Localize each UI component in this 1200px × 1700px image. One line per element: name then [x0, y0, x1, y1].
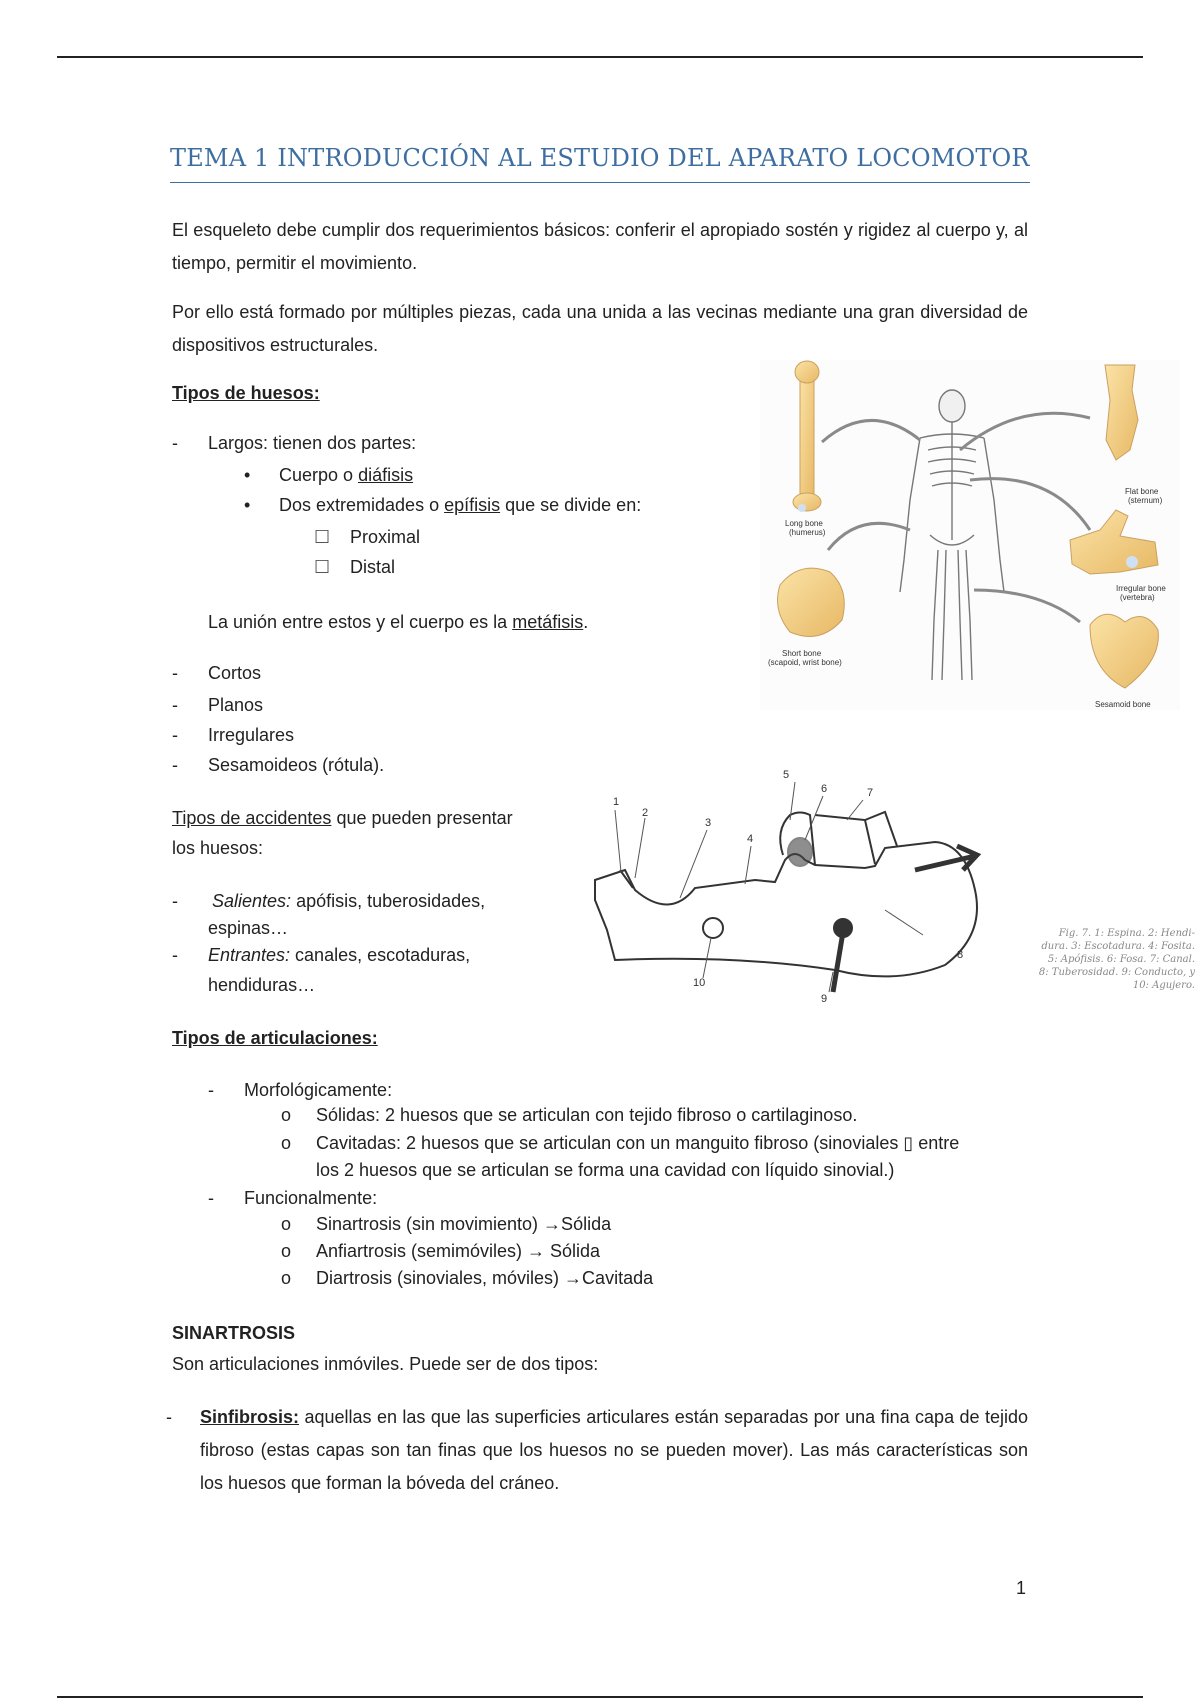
- item-sesamoideos: Sesamoideos (rótula).: [208, 755, 385, 775]
- arrow-icon: [915, 846, 977, 870]
- item-entrantes: Entrantes: canales, escotaduras,: [208, 945, 471, 965]
- bone-types-figure: [760, 360, 1180, 710]
- bullet-icon: •: [244, 465, 251, 485]
- heading-sinartrosis: SINARTROSIS: [172, 1323, 296, 1343]
- bone-drawing: [595, 812, 977, 992]
- label-sesamoid-bone: Sesamoid bone: [1095, 700, 1151, 709]
- item-cavitadas-line2: los 2 huesos que se articulan se forma una cavidad con líquido sinovial.): [316, 1160, 895, 1180]
- item-largos: Largos: tienen dos partes:: [208, 433, 417, 453]
- heading-accidentes: Tipos de accidentes que pueden presentar: [172, 808, 513, 828]
- item-anfiartrosis: Anfiartrosis (semimóviles) → Sólida: [316, 1241, 601, 1261]
- page-title: TEMA 1 INTRODUCCIÓN AL ESTUDIO DEL APARATO LOCOMOTOR: [170, 144, 1030, 183]
- label-irregular-bone-sub: (vertebra): [1120, 593, 1155, 602]
- checkbox-icon: ☐: [314, 557, 331, 577]
- list-dash: -: [172, 433, 178, 453]
- list-dash: -: [208, 1188, 214, 1208]
- accident-number: 7: [867, 787, 874, 799]
- item-irregulares: Irregulares: [208, 725, 295, 745]
- list-dash: -: [172, 725, 178, 745]
- figure-caption: Fig. 7. 1: Espina. 2: Hendi- dura. 3: Escotadura. 4: Fosita. 5: Apófisis. 6: Fosa. 7: Canal. 8: Tuberosidad. 9: Conducto, y 10: Agujero.: [1038, 928, 1195, 991]
- label-short-bone-sub: (scapoid, wrist bone): [768, 658, 842, 667]
- item-cavitadas: Cavitadas: 2 huesos que se articulan con un manguito fibroso (sinoviales ▯ entre: [316, 1133, 960, 1153]
- label-flat-bone-sub: (sternum): [1128, 496, 1163, 505]
- list-dash: -: [172, 945, 178, 965]
- item-sinartrosis: Sinartrosis (sin movimiento) →Sólida: [316, 1214, 612, 1234]
- sinartrosis-description: Son articulaciones inmóviles. Puede ser de dos tipos:: [172, 1354, 599, 1374]
- accident-number: 6: [821, 783, 828, 795]
- union-metafisis: La unión entre estos y el cuerpo es la metáfisis.: [208, 612, 589, 632]
- label-long-bone-sub: (humerus): [789, 528, 826, 537]
- page-number: 1: [1016, 1578, 1027, 1598]
- circle-bullet-icon: o: [281, 1268, 292, 1288]
- accident-number: 5: [783, 769, 790, 781]
- item-salientes-line2: espinas…: [208, 918, 289, 938]
- circle-bullet-icon: o: [281, 1241, 292, 1261]
- bone-accidents-figure: [585, 760, 1005, 1005]
- circle-bullet-icon: o: [281, 1214, 292, 1234]
- item-proximal: Proximal: [350, 527, 421, 547]
- top-rule: [57, 56, 1143, 58]
- list-dash: -: [166, 1407, 172, 1427]
- item-sinfibrosis: Sinfibrosis: aquellas en las que las superficies articulares están separadas por una fina capa de tejido fibroso (estas capas son tan finas que los huesos no se pueden mover). Las más características son los huesos que forman la bóveda del cráneo.: [200, 1407, 1028, 1493]
- accident-number: 4: [747, 833, 754, 845]
- item-solidas: Sólidas: 2 huesos que se articulan con tejido fibroso o cartilaginoso.: [316, 1105, 858, 1125]
- leader-lines: [615, 782, 923, 992]
- item-cuerpo: Cuerpo o diáfisis: [279, 465, 414, 485]
- accident-number: 1: [613, 796, 620, 808]
- label-flat-bone: Flat bone: [1125, 487, 1159, 496]
- list-dash: -: [208, 1080, 214, 1100]
- item-distal: Distal: [350, 557, 396, 577]
- accident-number: 8: [957, 949, 964, 961]
- item-funcionalmente: Funcionalmente:: [244, 1188, 378, 1208]
- intro-paragraph-2: Por ello está formado por múltiples piezas, cada una unida a las vecinas mediante una gran diversidad de dispositivos estructurales.: [172, 302, 1028, 355]
- heading-tipos-articulaciones: Tipos de articulaciones:: [172, 1028, 378, 1048]
- checkbox-icon: ☐: [314, 527, 331, 547]
- item-extremidades: Dos extremidades o epífisis que se divide en:: [279, 495, 642, 515]
- list-dash: -: [172, 695, 178, 715]
- circle-bullet-icon: o: [281, 1133, 292, 1153]
- accident-number: 10: [693, 977, 706, 989]
- intro-paragraph-1: El esqueleto debe cumplir dos requerimientos básicos: conferir el apropiado sostén y rigidez al cuerpo y, al tiempo, permitir el movimiento.: [172, 220, 1028, 273]
- item-diartrosis: Diartrosis (sinoviales, móviles) →Cavitada: [316, 1268, 654, 1288]
- label-long-bone: Long bone: [785, 519, 823, 528]
- item-salientes: Salientes: apófisis, tuberosidades,: [212, 891, 486, 911]
- accident-number: 9: [821, 993, 828, 1005]
- list-dash: -: [172, 891, 178, 911]
- short-bone-image: [778, 568, 845, 636]
- item-cortos: Cortos: [208, 663, 262, 683]
- item-morfologicamente: Morfológicamente:: [244, 1080, 393, 1100]
- bottom-rule: [57, 1696, 1143, 1698]
- accident-number: 3: [705, 817, 712, 829]
- heading-tipos-huesos: Tipos de huesos:: [172, 383, 320, 403]
- circle-bullet-icon: o: [281, 1105, 292, 1125]
- item-planos: Planos: [208, 695, 264, 715]
- list-dash: -: [172, 663, 178, 683]
- bullet-icon: •: [244, 495, 251, 515]
- label-short-bone: Short bone: [782, 649, 822, 658]
- item-entrantes-line2: hendiduras…: [208, 975, 316, 995]
- accident-number: 2: [642, 807, 649, 819]
- list-dash: -: [172, 755, 178, 775]
- heading-accidentes-line2: los huesos:: [172, 838, 264, 858]
- label-irregular-bone: Irregular bone: [1116, 584, 1166, 593]
